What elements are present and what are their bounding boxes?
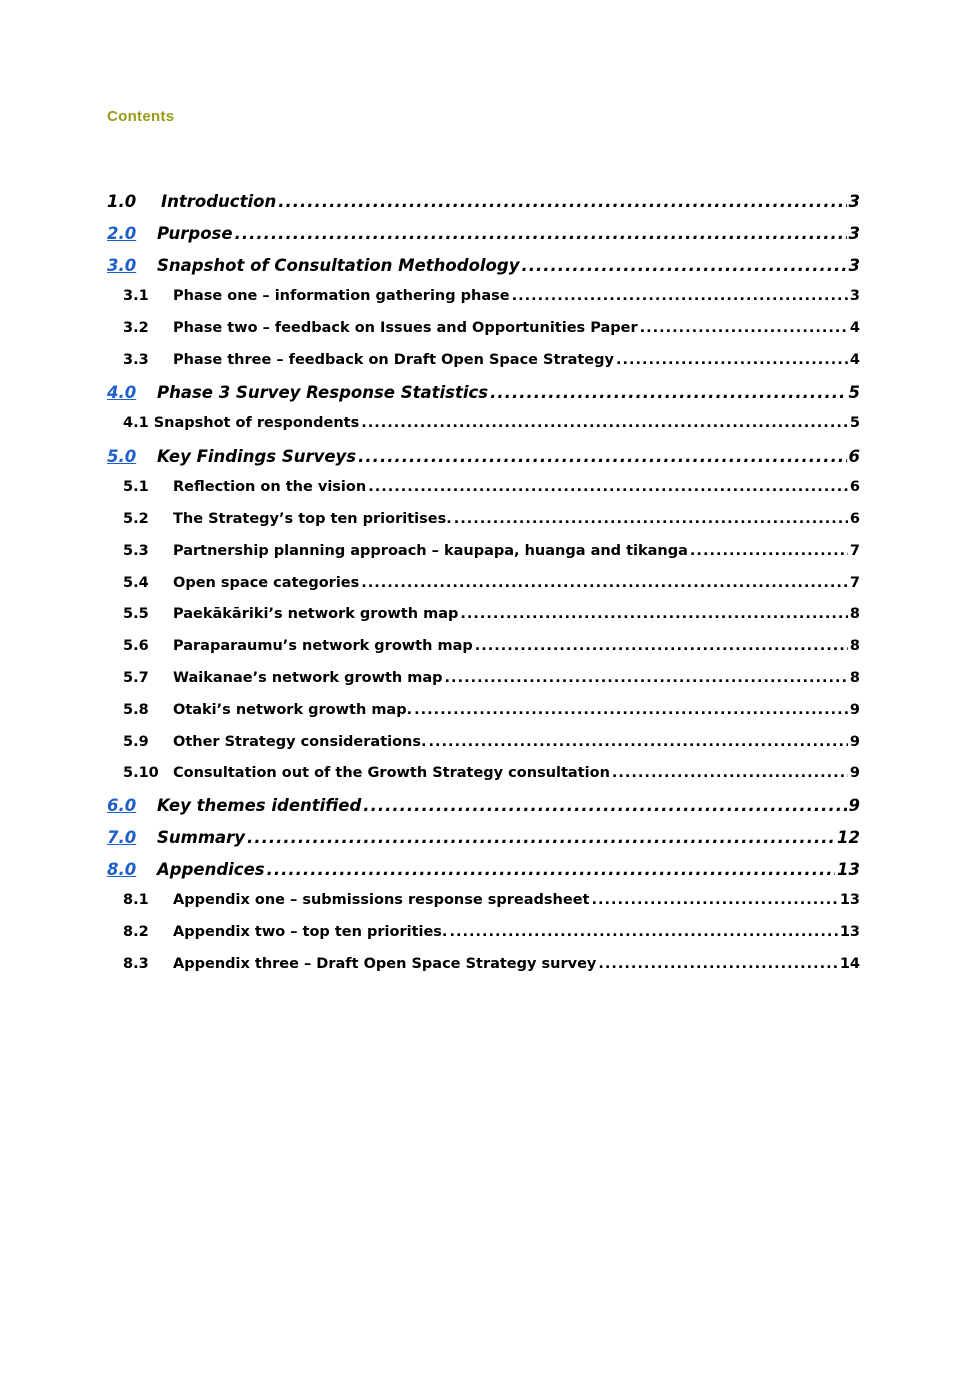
toc-entry-number: 5.9 [123, 734, 149, 750]
toc-entry-number: 5.7 [123, 670, 149, 686]
toc-entry[interactable] [107, 447, 860, 477]
toc-entry-label: Key Findings Surveys [157, 447, 357, 466]
dot-leader [247, 828, 835, 847]
toc-entry-page-number: 13 [839, 924, 860, 940]
toc-entry-label: Appendix two – top ten priorities. [173, 924, 448, 940]
contents-heading: Contents [107, 108, 175, 125]
toc-entry-number: 5.5 [123, 606, 149, 622]
toc-entry-label: Key themes identified [157, 796, 362, 815]
toc-entry-page-number: 3 [849, 288, 860, 304]
toc-entry-number: 5.4 [123, 575, 149, 591]
toc-entry-number: 5.1 [123, 479, 149, 495]
toc-entry-number: 5.2 [123, 511, 149, 527]
toc-entry-page-number: 7 [849, 575, 860, 591]
toc-entry-label: Appendix one – submissions response spreadsheet [173, 892, 590, 908]
dot-leader [521, 256, 846, 275]
dot-leader [429, 734, 848, 750]
toc-entry[interactable] [123, 765, 860, 795]
toc-entry[interactable] [123, 702, 860, 732]
dot-leader [361, 575, 848, 591]
toc-entry-page-number: 8 [849, 670, 860, 686]
toc-entry[interactable] [123, 892, 860, 922]
toc-entry-label: Purpose [157, 224, 233, 243]
toc-entry-label: Reflection on the vision [173, 479, 367, 495]
toc-entry-page-number: 14 [839, 956, 860, 972]
toc-entry-number: 3.1 [123, 288, 149, 304]
toc-entry-page-number: 3 [848, 224, 860, 243]
toc-entry-number: 3.0 [107, 256, 137, 275]
toc-entry[interactable] [123, 638, 860, 668]
toc-entry-label: Paekākāriki’s network growth map [173, 606, 459, 622]
toc-entry-number: 4.1 [123, 415, 149, 431]
toc-entry-number: 5.10 [123, 765, 159, 781]
toc-entry-label: Appendices [157, 860, 265, 879]
toc-entry[interactable] [107, 224, 860, 254]
toc-entry[interactable] [107, 860, 860, 890]
toc-entry[interactable] [123, 956, 860, 986]
toc-entry-page-number: 6 [849, 479, 860, 495]
toc-entry-number: 7.0 [107, 828, 137, 847]
toc-entry[interactable] [123, 415, 860, 445]
toc-entry-page-number: 12 [837, 828, 860, 847]
toc-entry-label: Snapshot of respondents [153, 415, 360, 431]
toc-entry-page-number: 4 [849, 352, 860, 368]
dot-leader [591, 892, 837, 908]
toc-entry[interactable] [123, 575, 860, 605]
toc-entry-label: Partnership planning approach – kaupapa, huanga and tikanga [173, 543, 688, 559]
toc-entry[interactable] [123, 352, 860, 382]
toc-entry[interactable] [123, 670, 860, 700]
toc-entry-label: Paraparaumu’s network growth map [173, 638, 473, 654]
toc-entry-label: Other Strategy considerations. [173, 734, 427, 750]
dot-leader [690, 543, 848, 559]
toc-entry-page-number: 9 [849, 702, 860, 718]
toc-entry-page-number: 5 [849, 415, 860, 431]
toc-entry-number: 5.8 [123, 702, 149, 718]
toc-entry-number: 4.0 [107, 383, 137, 402]
toc-entry-label: Open space categories [173, 575, 360, 591]
dot-leader [490, 383, 846, 402]
toc-entry[interactable] [123, 479, 860, 509]
dot-leader [512, 288, 848, 304]
toc-entry[interactable] [123, 543, 860, 573]
dot-leader [598, 956, 837, 972]
toc-entry-number: 3.2 [123, 320, 149, 336]
toc-entry[interactable] [107, 256, 860, 286]
dot-leader [640, 320, 848, 336]
toc-entry[interactable] [123, 606, 860, 636]
toc-entry[interactable] [107, 828, 860, 858]
toc-entry-page-number: 9 [849, 765, 860, 781]
dot-leader [267, 860, 835, 879]
dot-leader [358, 447, 846, 466]
toc-entry-label: Phase one – information gathering phase [173, 288, 510, 304]
toc-entry[interactable] [123, 734, 860, 764]
dot-leader [363, 796, 846, 815]
toc-entry-number: 6.0 [107, 796, 137, 815]
dot-leader [460, 606, 848, 622]
toc-entry-page-number: 3 [848, 256, 860, 275]
dot-leader [449, 924, 837, 940]
toc-entry-label: Ōtaki’s network growth map. [173, 702, 413, 718]
toc-entry-number: 5.3 [123, 543, 149, 559]
toc-entry[interactable] [107, 796, 860, 826]
dot-leader [278, 192, 846, 211]
toc-entry-label: Phase three – feedback on Draft Open Space Strategy [173, 352, 614, 368]
toc-entry-page-number: 6 [848, 447, 860, 466]
toc-entry[interactable] [123, 288, 860, 318]
dot-leader [361, 415, 848, 431]
toc-entry-number: 5.6 [123, 638, 149, 654]
dot-leader [445, 670, 848, 686]
toc-entry-label: Consultation out of the Growth Strategy consultation [173, 765, 610, 781]
toc-entry-label: The Strategy’s top ten prioritises. [173, 511, 452, 527]
toc-entry-number: 8.3 [123, 956, 149, 972]
dot-leader [612, 765, 848, 781]
dot-leader [616, 352, 848, 368]
toc-entry-page-number: 3 [848, 192, 860, 211]
toc-entry[interactable] [107, 192, 860, 222]
toc-entry-number: 8.1 [123, 892, 149, 908]
toc-entry-page-number: 9 [848, 796, 860, 815]
toc-entry-number: 1.0 [107, 192, 137, 211]
toc-entry[interactable] [123, 511, 860, 541]
toc-entry-label: Snapshot of Consultation Methodology [157, 256, 520, 275]
dot-leader [414, 702, 848, 718]
toc-entry-label: Phase 3 Survey Response Statistics [157, 383, 489, 402]
toc-entry-page-number: 7 [849, 543, 860, 559]
toc-entry-number: 5.0 [107, 447, 137, 466]
toc-entry-number: 3.3 [123, 352, 149, 368]
toc-entry-number: 8.2 [123, 924, 149, 940]
toc-entry-page-number: 13 [837, 860, 860, 879]
toc-entry-label: Introduction [161, 192, 277, 211]
dot-leader [475, 638, 848, 654]
toc-entry-page-number: 8 [849, 638, 860, 654]
toc-entry-label: Appendix three – Draft Open Space Strategy survey [173, 956, 597, 972]
toc-entry-page-number: 6 [849, 511, 860, 527]
toc-entry-label: Summary [157, 828, 246, 847]
toc-entry-page-number: 4 [849, 320, 860, 336]
toc-entry-label: Phase two – feedback on Issues and Opportunities Paper [173, 320, 638, 336]
toc-entry-page-number: 9 [849, 734, 860, 750]
toc-entry[interactable] [107, 383, 860, 413]
toc-entry-page-number: 13 [839, 892, 860, 908]
toc-entry-number: 2.0 [107, 224, 137, 243]
toc-entry-page-number: 5 [848, 383, 860, 402]
toc-entry[interactable] [123, 320, 860, 350]
dot-leader [368, 479, 848, 495]
toc-entry-label: Waikanae’s network growth map [173, 670, 443, 686]
toc-entry[interactable] [123, 924, 860, 954]
toc-entry-page-number: 8 [849, 606, 860, 622]
dot-leader [235, 224, 847, 243]
dot-leader [454, 511, 848, 527]
toc-entry-number: 8.0 [107, 860, 137, 879]
